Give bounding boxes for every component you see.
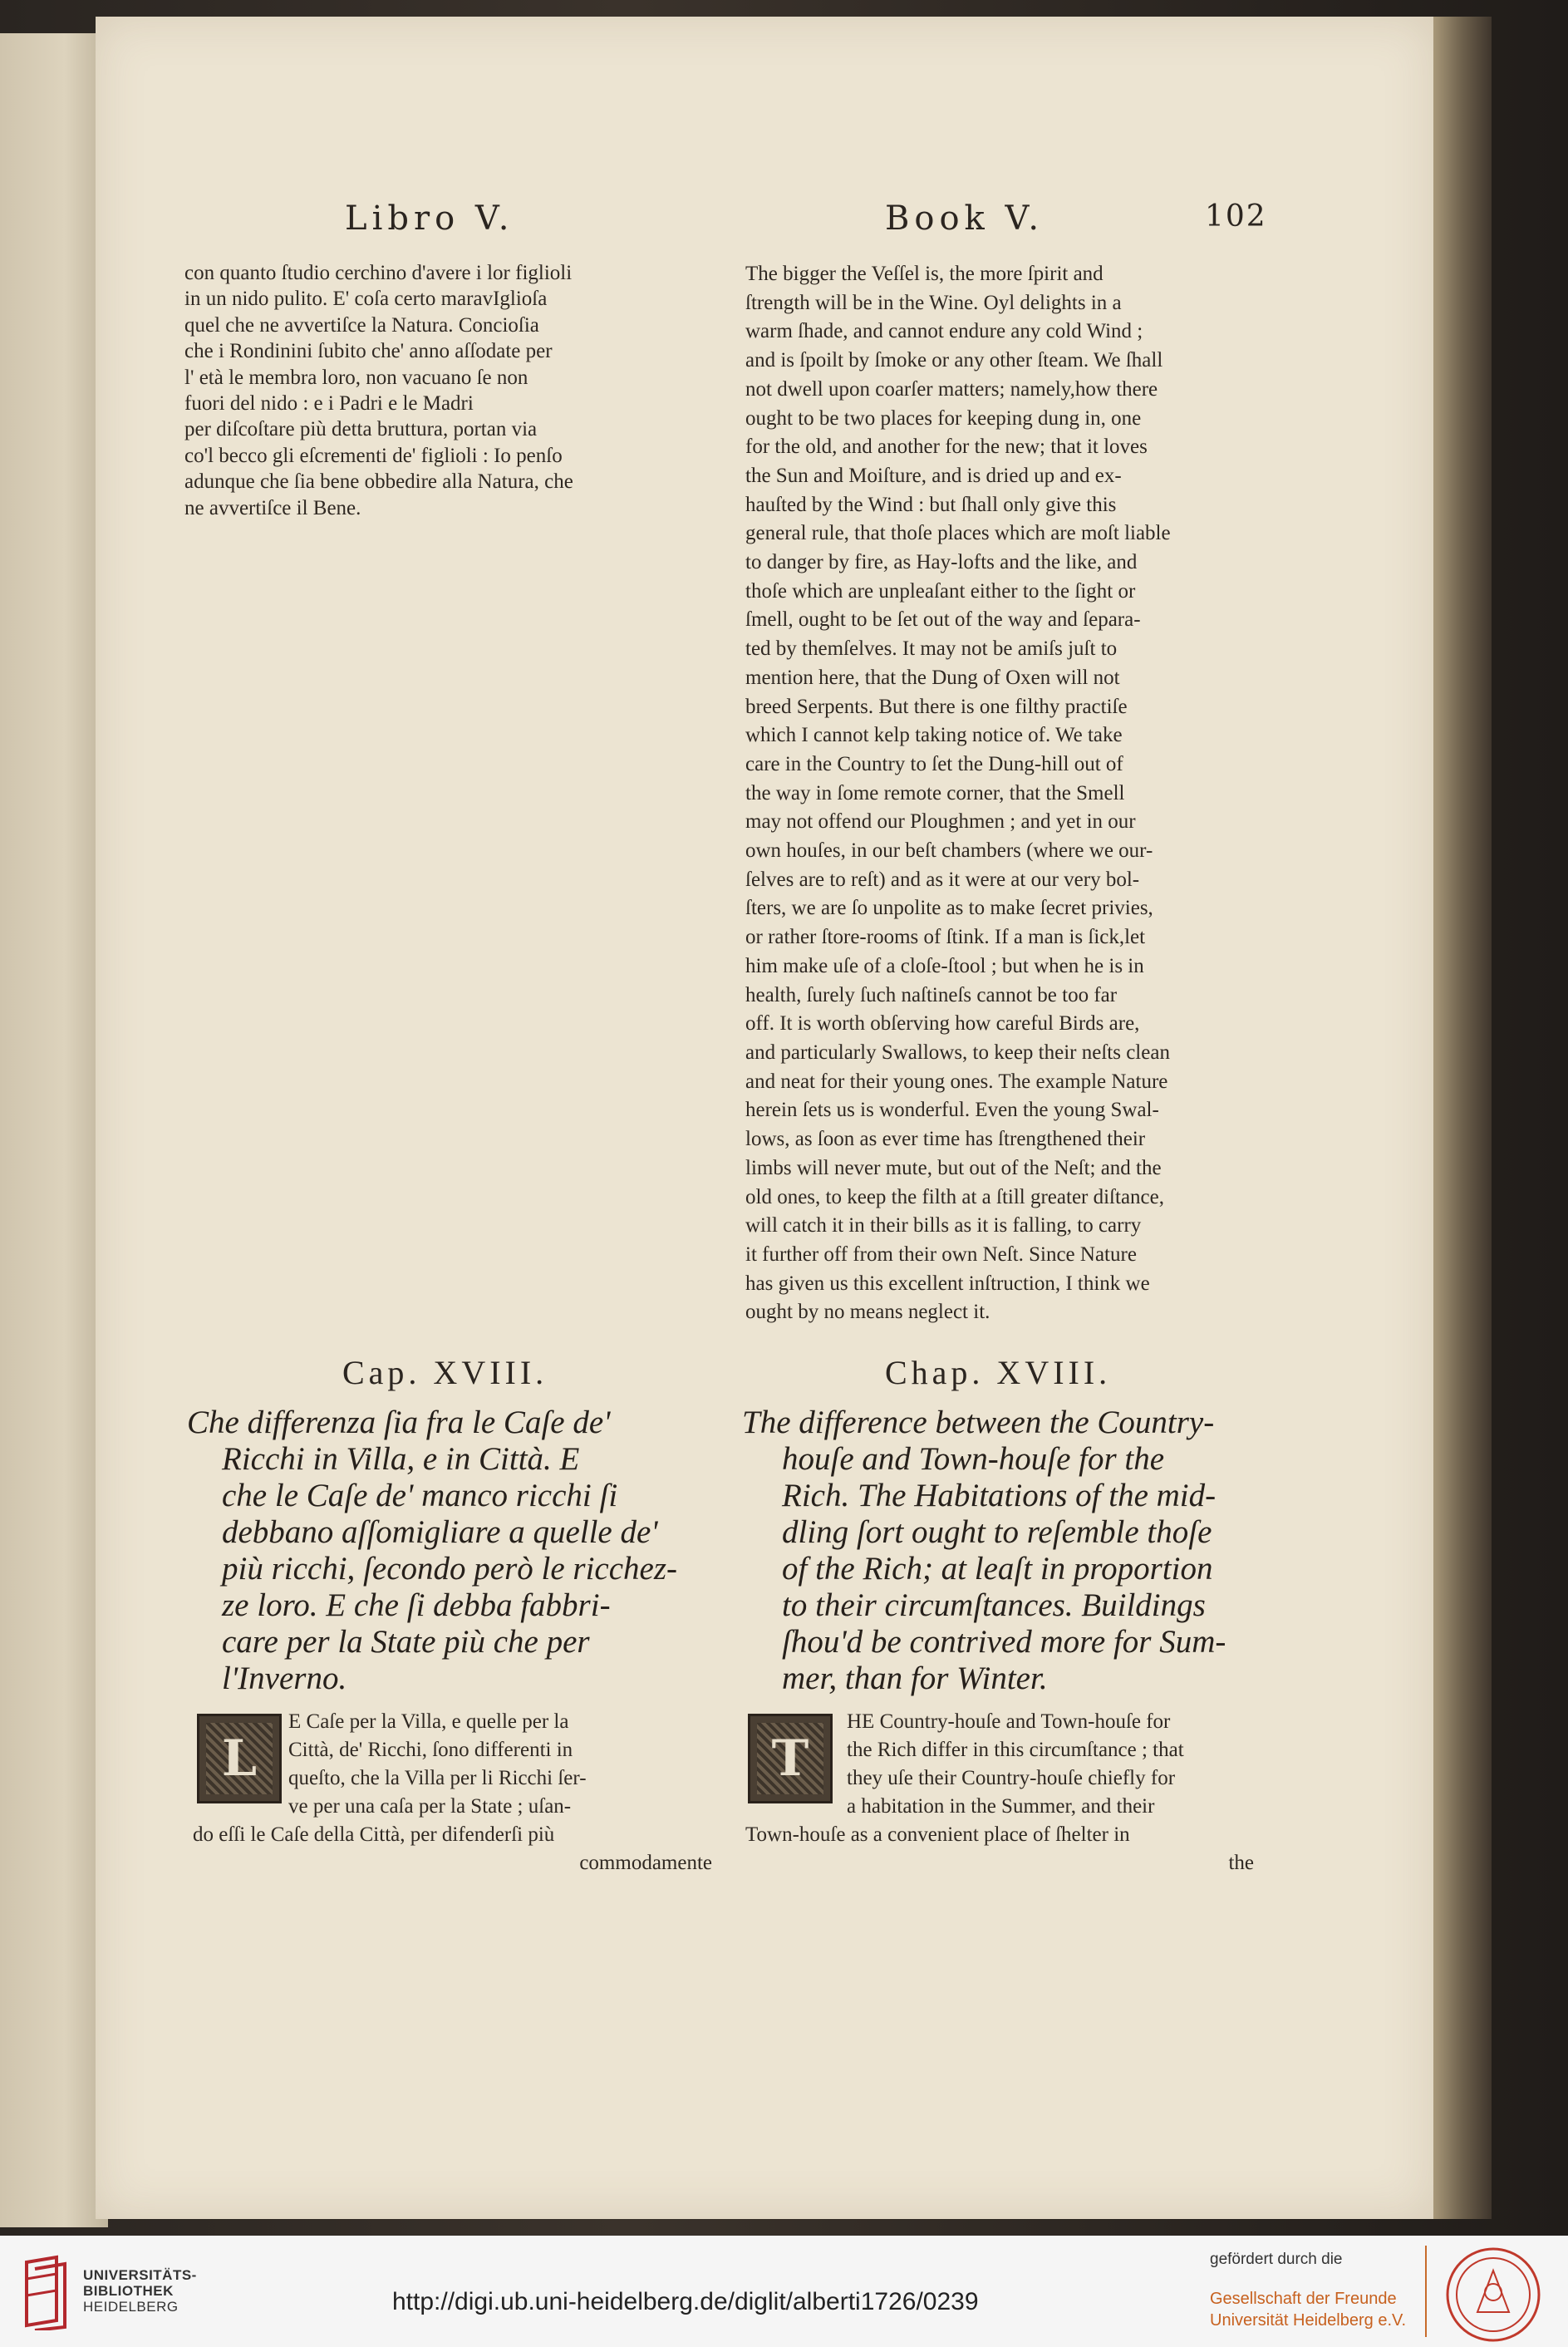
chapter-title-english (742, 1405, 1257, 1697)
text-line: adunque che ſia bene obbedire alla Natura, che (184, 470, 573, 494)
text-line: and is ſpoilt by ſmoke or any other ſteam. We ſhall (745, 349, 1163, 372)
chapter-heading-italian: Cap. XVIII. (342, 1354, 548, 1391)
text-line: queſto, che la Villa per li Ricchi ſer- (288, 1767, 587, 1789)
text-line: do eſſi le Caſe della Città, per difenderſi più (193, 1823, 555, 1846)
text-line: the way in ſome remote corner, that the Smell (745, 781, 1125, 804)
text-line: to danger by fire, as Hay-lofts and the like, and (745, 551, 1138, 574)
title-line: l'Inverno. (222, 1661, 347, 1696)
text-line: not dwell upon coarſer matters; namely,how there (745, 377, 1158, 401)
text-line: ve per una caſa per la State ; uſan- (288, 1795, 572, 1818)
title-line: to their circumſtances. Buildings (782, 1587, 1206, 1623)
chapter-title-italian (187, 1405, 719, 1697)
catchword: the (1228, 1852, 1254, 1874)
title-line: debbano aſſomigliare a quelle de' (222, 1514, 658, 1550)
title-line: of the Rich; at leaſt in proportion (782, 1551, 1213, 1587)
text-line: ſelves are to reſt) and as it were at our very bol- (745, 868, 1140, 891)
text-line: hauſted by the Wind : but ſhall only give this (745, 493, 1117, 516)
text-line: Town-houſe as a convenient place of ſhelter in (745, 1823, 1130, 1846)
text-line: a habitation in the Summer, and their (847, 1795, 1155, 1818)
text-line: it further off from their own Neſt. Since Nature (745, 1242, 1137, 1266)
english-continuation (745, 260, 1254, 1327)
text-line: and neat for their young ones. The example Nature (745, 1070, 1168, 1093)
italian-chapter-body (193, 1708, 712, 1877)
facing-page-edge (0, 33, 108, 2227)
text-line: for the old, and another for the new; that it loves (745, 435, 1148, 459)
initial-letter: L (206, 1723, 273, 1794)
viewer-footer (0, 2236, 1568, 2347)
university-seal-icon (1444, 2246, 1542, 2344)
text-line: herein ſets us is wonderful. Even the young Swal- (745, 1099, 1159, 1122)
title-line: care per la State più che per (222, 1624, 590, 1660)
text-line: The bigger the Veſſel is, the more ſpirit and (745, 263, 1103, 285)
text-line: own houſes, in our beſt chambers (where we our- (745, 839, 1153, 863)
text-line: has given us this excellent inſtruction, I think we (745, 1272, 1150, 1295)
text-line: care in the Country to ſet the Dung-hill out of (745, 752, 1123, 775)
text-line: general rule, that thoſe places which are moſt liable (745, 522, 1171, 545)
text-line: co'l becco gli eſcrementi de' figlioli : Io penſo (184, 444, 563, 467)
title-line: Che differenza ſia fra le Caſe de' (187, 1405, 611, 1440)
text-line: ne avvertiſce il Bene. (184, 496, 361, 519)
text-line: E Caſe per la Villa, e quelle per la (288, 1710, 569, 1733)
text-line: health, ſurely ſuch naſtineſs cannot be too far (745, 983, 1118, 1006)
text-line: mention here, that the Dung of Oxen will not (745, 666, 1120, 689)
text-line: lows, as ſoon as ever time has ſtrengthened their (745, 1128, 1146, 1151)
text-line: which I cannot kelp taking notice of. We take (745, 724, 1123, 747)
title-line: più ricchi, ſecondo però le ricchez- (222, 1551, 677, 1587)
catchword: commodamente (579, 1852, 712, 1874)
title-line: dling ſort ought to reſemble thoſe (782, 1514, 1212, 1550)
text-line: che i Rondinini ſubito che' anno aſſodate per (184, 340, 553, 363)
text-line: old ones, to keep the filth at a ſtill greater diſtance, (745, 1185, 1164, 1208)
text-line: will catch it in their bills as it is falling, to carry (745, 1214, 1142, 1237)
footer-divider (1425, 2246, 1427, 2337)
title-line: houſe and Town-houſe for the (782, 1441, 1165, 1477)
text-line: per diſcoſtare più detta bruttura, portan via (184, 418, 538, 441)
university-library-logo-icon (23, 2254, 71, 2330)
text-line: and particularly Swallows, to keep their neſts clean (745, 1041, 1170, 1064)
english-chapter-body (745, 1708, 1254, 1877)
title-line: Ricchi in Villa, e in Città. E (222, 1441, 580, 1477)
text-line: breed Serpents. But there is one filthy practiſe (745, 695, 1128, 718)
chapter-heading-english: Chap. XVIII. (885, 1354, 1112, 1391)
sponsor-label: gefördert durch die (1210, 2251, 1343, 2268)
text-line: ought by no means neglect it. (745, 1301, 990, 1324)
text-line: warm ſhade, and cannot endure any cold Wind ; (745, 320, 1143, 343)
text-line: the Rich differ in this circumſtance ; that (847, 1739, 1184, 1761)
text-line: ted by themſelves. It may not be amiſs juſt to (745, 637, 1118, 661)
text-line: ought to be two places for keeping dung in, one (745, 406, 1142, 430)
text-line: him make uſe of a cloſe-ſtool ; but when he is in (745, 954, 1144, 977)
title-line: mer, than for Winter. (782, 1661, 1048, 1696)
text-line: ſters, we are ſo unpolite as to make ſecret privies, (745, 897, 1153, 920)
text-line: off. It is worth obſerving how careful Birds are, (745, 1012, 1140, 1036)
text-line: l' età le membra loro, non vacuano ſe non (184, 366, 528, 389)
text-line: con quanto ſtudio cerchino d'avere i lor figlioli (184, 262, 573, 284)
title-line: ze loro. E che ſi debba fabbri- (222, 1587, 611, 1623)
text-line: they uſe their Country-houſe chiefly for (847, 1767, 1176, 1789)
book-fore-edge (1433, 17, 1492, 2219)
library-name: UNIVERSITÄTS- BIBLIOTHEK HEIDELBERG (83, 2267, 197, 2315)
text-line: quel che ne avvertiſce la Natura. Concioſia (184, 313, 539, 337)
running-head-italian: Libro V. (345, 199, 514, 238)
text-line: or rather ſtore-rooms of ſtink. If a man is ſick,let (745, 926, 1146, 949)
sponsor-name: Gesellschaft der Freunde Universität Heidelberg e.V. (1210, 2290, 1407, 2330)
initial-letter: T (757, 1723, 823, 1794)
text-line: Città, de' Ricchi, ſono differenti in (288, 1739, 573, 1761)
text-line: HE Country-houſe and Town-houſe for (847, 1710, 1171, 1733)
text-line: ſtrength will be in the Wine. Oyl delights in a (745, 291, 1122, 314)
text-line: ſmell, ought to be ſet out of the way and ſepara- (745, 608, 1141, 632)
title-line: The difference between the Country- (742, 1405, 1215, 1440)
text-line: fuori del nido : e i Padri e le Madri (184, 392, 474, 416)
text-line: thoſe which are unpleaſant either to the ſight or (745, 579, 1136, 603)
title-line: ſhou'd be contrived more for Sum- (782, 1624, 1226, 1660)
title-line: Rich. The Habitations of the mid- (782, 1478, 1217, 1513)
italian-continuation (184, 260, 716, 521)
text-line: may not offend our Ploughmen ; and yet in our (745, 810, 1136, 834)
page-number: 102 (1205, 199, 1267, 234)
text-line: in un nido pulito. E' coſa certo maravIglioſa (184, 288, 548, 311)
running-head-english: Book V. (885, 199, 1045, 238)
text-line: the Sun and Moiſture, and is dried up and ex- (745, 464, 1122, 487)
text-line: limbs will never mute, but out of the Neſt; and the (745, 1156, 1162, 1179)
title-line: che le Caſe de' manco ricchi ſi (222, 1478, 618, 1513)
permalink-url[interactable]: http://digi.ub.uni-heidelberg.de/diglit/alberti1726/0239 (392, 2288, 979, 2315)
